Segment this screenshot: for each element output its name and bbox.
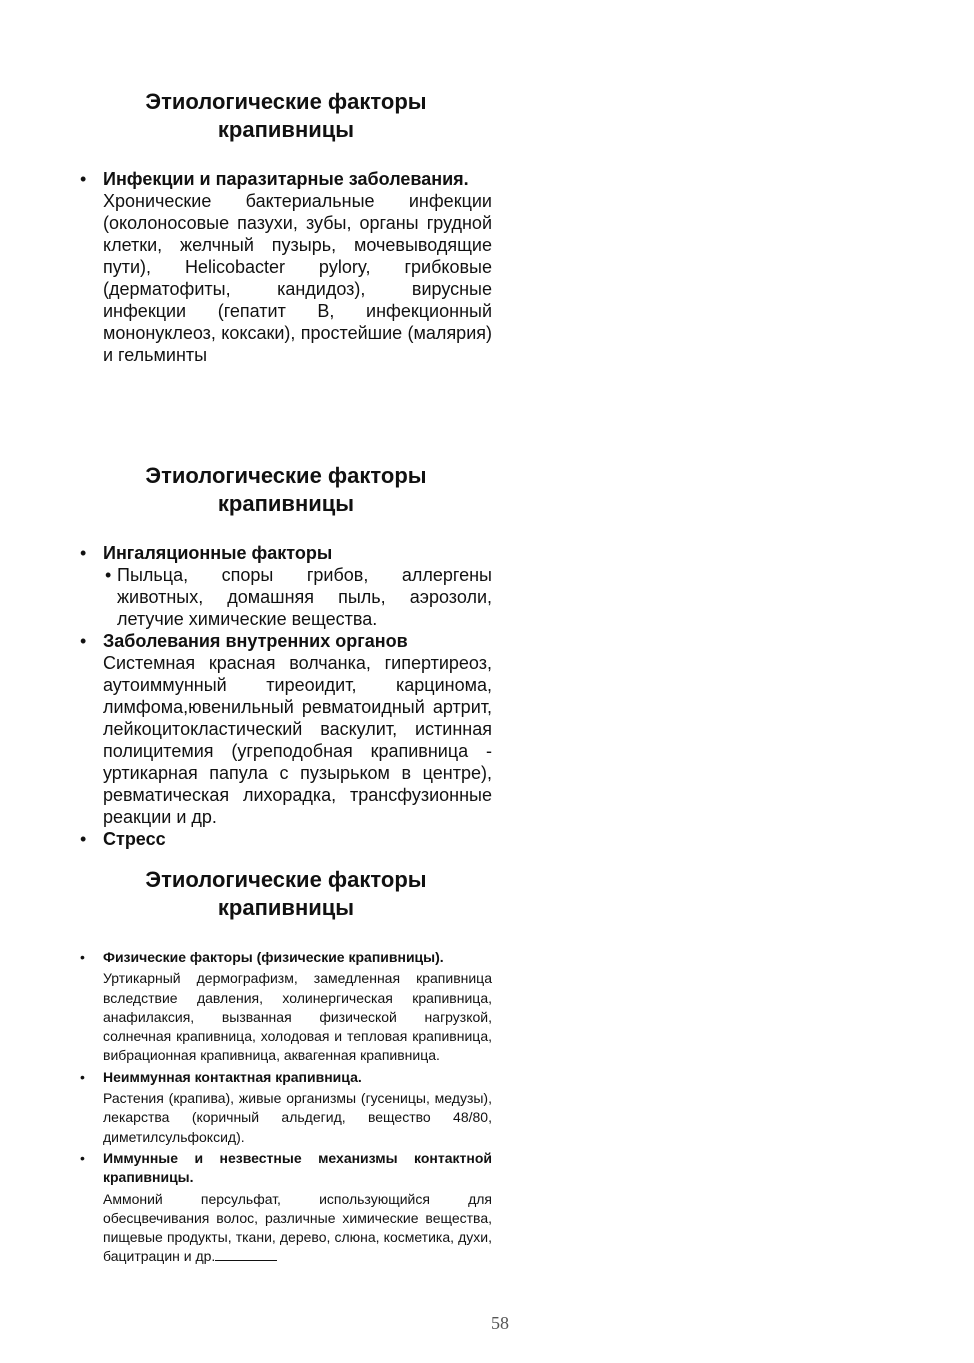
sub-list — [103, 564, 492, 630]
list-item — [80, 542, 492, 630]
bullet-list — [80, 542, 492, 850]
item-heading: • Инфекции и паразитарные заболевания. — [103, 169, 469, 189]
item-heading: • Стресс — [103, 829, 166, 849]
item-text: Системная красная волчанка, гипертиреоз, аутоиммунный тиреоидит, карцинома, лимфома,ювенильный ревматоидный артрит, лейкоцитокластический васкулит, истинная полицитемия (угреподобная крапивница - уртикарная папула с пузырьком в центре), ревматическая лихорадка, трансфузионные реакции и др. — [103, 653, 492, 827]
section-title-line1: Этиологические факторы — [145, 867, 427, 892]
trailing-rule — [215, 1259, 277, 1261]
list-item — [80, 630, 492, 828]
item-text: Растения (крапива), живые организмы (гусеницы, медузы), лекарства (коричный альдегид, вещество 48/80, диметилсульфоксид). — [103, 1090, 492, 1145]
section-infections — [80, 88, 492, 366]
list-item — [80, 1068, 492, 1147]
section-title — [80, 866, 492, 922]
page-number: 58 — [491, 1313, 509, 1333]
item-heading: • Иммунные и незвестные механизмы контактной крапивницы. — [103, 1149, 492, 1186]
section-title-line2: крапивницы — [217, 895, 355, 920]
list-item — [80, 948, 492, 1066]
section-title-line2: крапивницы — [217, 117, 355, 142]
item-text: Уртикарный дермографизм, замедленная крапивница вследствие давления, холинергическая крапивница, анафилаксия, вызванная физической нагрузкой, солнечная крапивница, холодовая и тепловая крапивница, вибрационная крапивница, аквагенная крапивница. — [103, 970, 492, 1064]
bullet-list — [80, 948, 492, 1267]
section-title — [80, 88, 492, 144]
item-heading: • Ингаляционные факторы — [103, 543, 333, 563]
list-item — [80, 168, 492, 366]
section-title-line1: Этиологические факторы — [145, 89, 427, 114]
sub-list-item: • Пыльца, споры грибов, аллергены животных, домашняя пыль, аэрозоли, летучие химические вещества. — [103, 564, 492, 630]
item-heading: • Неиммунная контактная крапивница. — [103, 1068, 362, 1085]
item-text: Аммоний персульфат, использующийся для обесцвечивания волос, различные химические вещества, пищевые продукты, ткани, дерево, слюна, косметика, духи, бацитрацин и др. — [103, 1190, 492, 1265]
item-heading: • Заболевания внутренних органов — [103, 631, 408, 651]
list-item — [80, 1149, 492, 1267]
section-inhalation-internal-stress — [80, 462, 492, 850]
item-text: Хронические бактериальные инфекции (околоносовые пазухи, зубы, органы грудной клетки, желчный пузырь, мочевыводящие пути), Helicobacter pylory, грибковые (дерматофиты, кандидоз), вирусные инфекции (гепатит В, инфекционный мононуклеоз, коксаки), простейшие (малярия) и гельминты — [103, 191, 492, 365]
section-physical-contact — [80, 866, 492, 1269]
list-item — [80, 828, 492, 850]
section-title-line2: крапивницы — [217, 491, 355, 516]
section-title — [80, 462, 492, 518]
section-title-line1: Этиологические факторы — [145, 463, 427, 488]
item-heading: • Физические факторы (физические крапивницы). — [103, 949, 444, 965]
bullet-list — [80, 168, 492, 366]
item-text-wrap — [103, 1190, 492, 1267]
